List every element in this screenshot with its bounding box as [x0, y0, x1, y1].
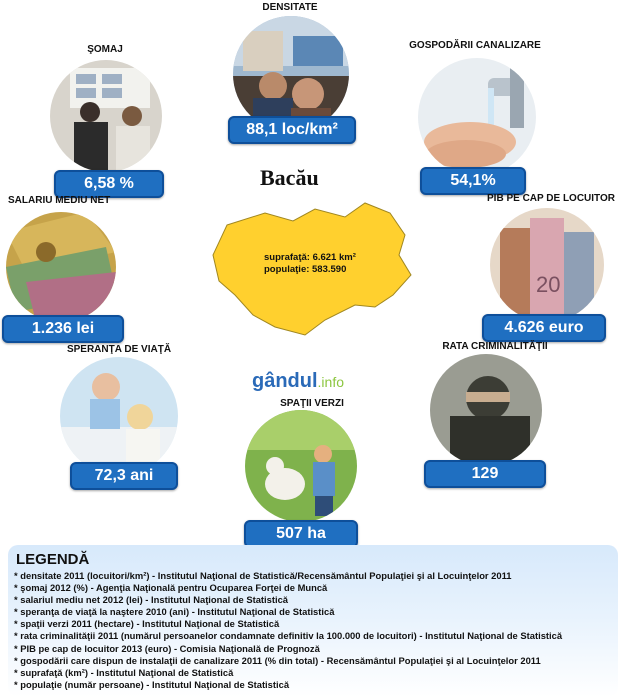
criminalitate-photo	[430, 354, 542, 466]
legend-item: * gospodării care dispun de instalaţii de canalizare 2011 (% din total) - Recensământul Populaţiei şi al Locuinţelor 2011	[14, 654, 541, 666]
legend-item: * salariul mediu net 2012 (lei) - Institutul Naţional de Statistică	[14, 594, 289, 606]
pib-photo	[490, 208, 604, 322]
legend-item: * suprafaţă (km²) - Institutul Naţional de Statistică	[14, 666, 234, 678]
legend-item: * rata criminalităţii 2011 (numărul persoanelor condamnate definitiv la 100.000 de locuitori) - Institutul Naţional de Statistică	[14, 630, 563, 642]
logo-brand: gândul	[252, 370, 318, 392]
spatii-title: SPAŢII VERZI	[280, 398, 344, 409]
map-suprafata: suprafaţă: 6.621 km²	[264, 252, 356, 263]
somaj-photo	[50, 60, 162, 172]
salariu-value: 1.236 lei	[2, 315, 124, 343]
spatii-photo	[245, 410, 357, 522]
map-populatie: populaţie: 583.590	[264, 264, 347, 275]
legend-item: * densitate 2011 (locuitori/km²) - Institutul Naţional de Statistică/Recensământul Populaţiei şi al Locuinţelor 2011	[14, 570, 512, 581]
logo-suffix: .info	[317, 374, 345, 390]
densitate-photo	[233, 16, 349, 132]
city-name: Bacău	[260, 165, 319, 190]
legend-item: * speranţa de viaţă la naştere 2010 (ani) - Institutul Naţional de Statistică	[14, 606, 335, 618]
legend-list	[14, 570, 618, 691]
somaj-title: ŞOMAJ	[87, 44, 123, 55]
speranta-photo	[60, 357, 178, 475]
spatii-value: 507 ha	[244, 520, 358, 548]
gandul-logo	[252, 370, 344, 393]
legend-item: * populaţie (număr persoane) - Institutul Naţional de Statistică	[14, 678, 290, 690]
gospodarii-photo	[418, 58, 536, 176]
salariu-photo	[6, 212, 116, 322]
legend-title: LEGENDĂ	[16, 551, 90, 568]
legend-item: * şomaj 2012 (%) - Agenţia Naţională pentru Ocuparea Forţei de Muncă	[14, 582, 328, 594]
gospodarii-title: GOSPODĂRII CANALIZARE	[409, 40, 541, 51]
speranta-value: 72,3 ani	[70, 462, 178, 490]
legend-item: * PIB pe cap de locuitor 2013 (euro) - Comisia Naţională de Prognoză	[14, 642, 320, 654]
legend-item: * spaţii verzi 2011 (hectare) - Institutul Naţional de Statistică	[14, 618, 280, 630]
criminalitate-title: RATA CRIMINALITĂŢII	[442, 341, 548, 352]
criminalitate-value: 129	[424, 460, 546, 488]
densitate-value: 88,1 loc/km²	[228, 116, 356, 144]
legend-panel	[8, 545, 618, 697]
gospodarii-value: 54,1%	[420, 167, 526, 195]
pib-title: PIB PE CAP DE LOCUITOR	[487, 193, 615, 204]
pib-value: 4.626 euro	[482, 314, 606, 342]
densitate-title: DENSITATE	[262, 2, 318, 13]
somaj-value: 6,58 %	[54, 170, 164, 198]
svg-text:20: 20	[536, 272, 561, 297]
salariu-title: SALARIU MEDIU NET	[8, 195, 111, 206]
speranta-title: SPERANŢA DE VIAŢĂ	[66, 344, 172, 355]
